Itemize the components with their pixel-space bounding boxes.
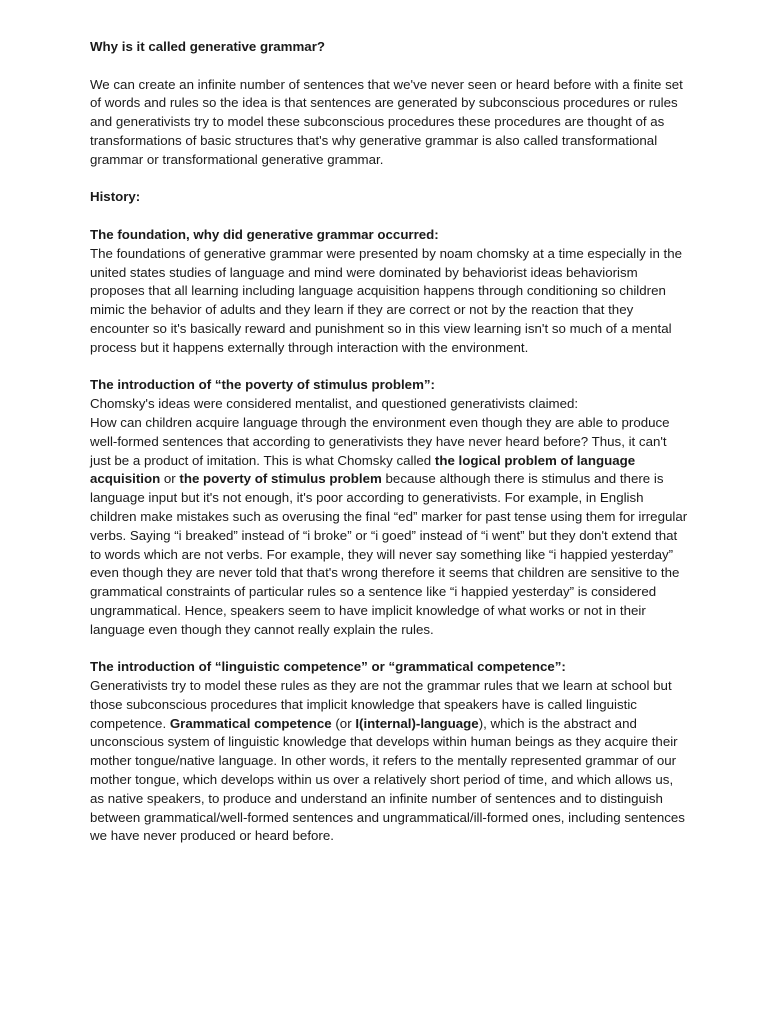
spacer: [90, 640, 690, 659]
poverty-text-3: because although there is stimulus and there is language input but it's not enough, it's poor according to generativists. For example, in English children make mistakes such as overusing the final “ed” marker for past tense using them for irregular verbs. Saying “i breaked” instead of “i broke” or “i goed” instead of “i went” but they don't extend that to words which are not verbs. For example, they will never say something like “i happied yesterday” even though they are never told that that's wrong therefore it seems that children are sensitive to the grammatical constraints of particular rules so a sentence like “i happied yesterday” is considered ungrammatical. Hence, speakers seem to have implicit knowledge of what works or not in their language even though they cannot really explain the rules.: [90, 471, 688, 637]
competence-paragraph: [90, 677, 690, 846]
document-title: Why is it called generative grammar?: [90, 39, 325, 54]
foundation-paragraph: The foundations of generative grammar were presented by noam chomsky at a time especially in the united states studies of language and mind were dominated by behaviorist ideas behaviorism proposes that all learning including language acquisition happens through conditioning so children mimic the behavior of adults and they learn if they are correct or not by the reaction that they encounter so it's basically reward and punishment so in this view learning isn't so much of a mental process but it happens externally through interaction with the environment.: [90, 245, 683, 355]
spacer: [90, 207, 690, 226]
poverty-text-1: How can children acquire language through the environment even though they are able to produce well-formed sentences that according to generativists they have never heard before? Thus, it can't just be a product of imitation. This is what Chomsky called: [90, 414, 670, 468]
document-page: [90, 38, 690, 846]
spacer: [90, 358, 690, 377]
poverty-heading: The introduction of “the poverty of stimulus problem”:: [90, 377, 435, 393]
competence-text-3: ), which is the abstract and unconscious system of linguistic knowledge that develops within human beings as they acquire their mother tongue/native language. In other words, it refers to the mentally represented grammar of our mother tongue, which develops within us over a relatively short period of time, and which allows us, as native speakers, to produce and understand an infinite number of sentences and to distinguish between grammatical/well-formed sentences and ungrammatical/ill-formed ones, including sentences we have never produced or heard before.: [90, 715, 685, 844]
spacer: [90, 57, 690, 76]
poverty-intro-line: Chomsky's ideas were considered mentalist, and questioned generativists claimed:: [90, 396, 579, 412]
competence-text-1: Generativists try to model these rules as they are not the grammar rules that we learn at school but those subconscious procedures that implicit knowledge that speakers have is called linguistic competence.: [90, 678, 672, 731]
intro-paragraph: We can create an infinite number of sentences that we've never seen or heard before with a finite set of words and rules so the idea is that sentences are generated by subconscious procedures or rules and generativists try to model these subconscious procedures these procedures are thought of as transformations of basic structures that's why generative grammar is also called transformational grammar or transformational generative grammar.: [90, 76, 683, 167]
poverty-text-2: or: [160, 471, 180, 487]
competence-text-2: (or: [331, 715, 356, 731]
competence-heading: The introduction of “linguistic competence” or “grammatical competence”:: [90, 659, 566, 675]
i-language-term: I(internal)-language: [355, 715, 479, 731]
poverty-of-stimulus-term: the poverty of stimulus problem: [179, 471, 382, 487]
foundation-heading: The foundation, why did generative grammar occurred:: [90, 226, 439, 242]
logical-problem-term: the logical problem of language acquisition: [90, 452, 636, 487]
grammatical-competence-term: Grammatical competence: [169, 715, 332, 731]
spacer: [90, 170, 690, 189]
history-heading: History:: [90, 189, 141, 205]
poverty-paragraph: [90, 414, 690, 640]
